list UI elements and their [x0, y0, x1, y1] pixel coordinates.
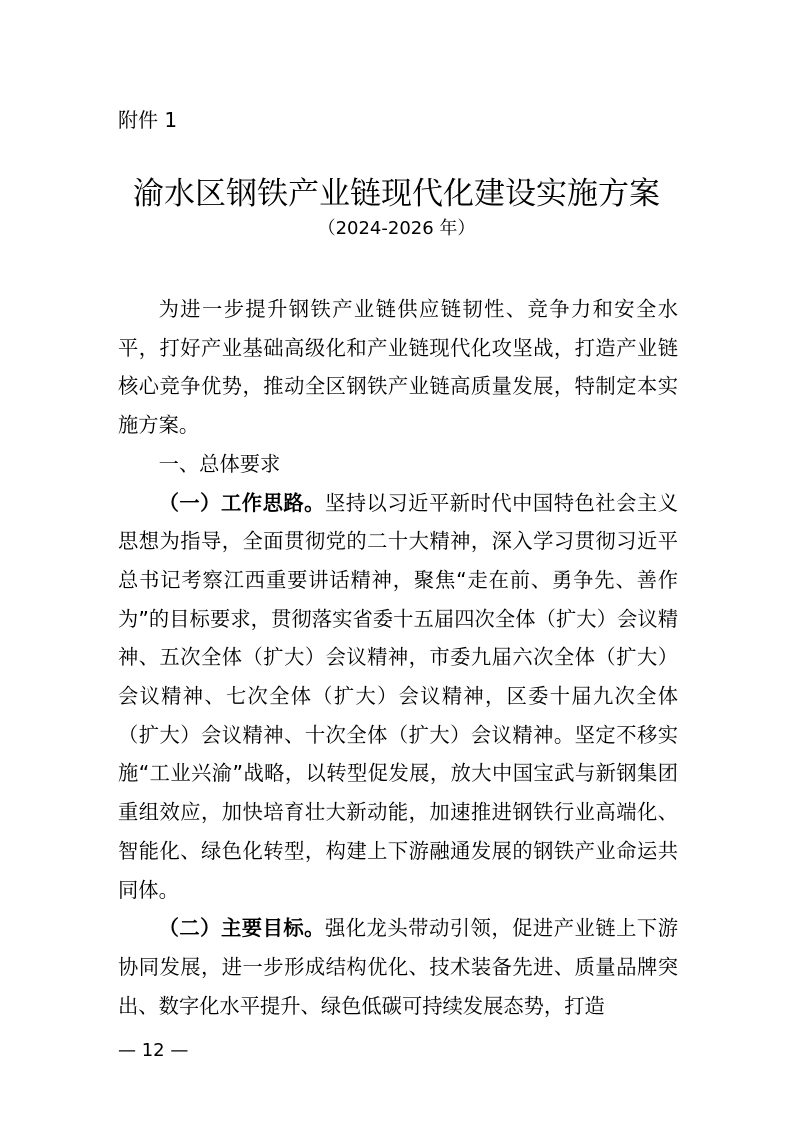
- intro-paragraph: 为进一步提升钢铁产业链供应链韧性、竞争力和安全水平，打好产业基础高级化和产业链现代化攻坚战，打造产业链核心竞争优势，推动全区钢铁产业链高质量发展，特制定本实施方案。: [118, 297, 678, 438]
- item-main-goals-heading: （二）主要目标。: [158, 916, 325, 941]
- item-work-approach-heading: （一）工作思路。: [158, 490, 325, 515]
- item-work-approach-text: 坚持以习近平新时代中国特色社会主义思想为指导，全面贯彻党的二十大精神，深入学习贯彻习近平总书记考察江西重要讲话精神，聚焦“走在前、勇争先、善作为”的目标要求，贯彻落实省委十五届四次全体（扩大）会议精神、五次全体（扩大）会议精神，市委九届六次全体（扩大）会议精神、七次全体（扩大）会议精神，区委十届九次全体（扩大）会议精神、十次全体（扩大）会议精神。坚定不移实施“工业兴渝”战略，以转型促发展，放大中国宝武与新钢集团重组效应，加快培育壮大新动能，加速推进钢铁行业高端化、智能化、绿色化转型，构建上下游融通发展的钢铁产业命运共同体。: [118, 490, 678, 902]
- item-main-goals-text: 强化龙头带动引领，促进产业链上下游协同发展，进一步形成结构优化、技术装备先进、质量品牌突出、数字化水平提升、绿色低碳可持续发展态势，打造: [118, 916, 678, 1018]
- document-title: 渝水区钢铁产业链现代化建设实施方案: [133, 176, 660, 212]
- document-body: [118, 290, 678, 1025]
- item-main-goals-paragraph: [118, 909, 678, 1025]
- page-number: — 12 —: [118, 1040, 189, 1061]
- document-subtitle: （2024-2026 年）: [317, 218, 476, 239]
- attachment-label: 附件 1: [118, 108, 178, 132]
- item-work-approach-paragraph: [118, 484, 678, 910]
- section-heading-overall-requirements: 一、总体要求: [158, 451, 281, 476]
